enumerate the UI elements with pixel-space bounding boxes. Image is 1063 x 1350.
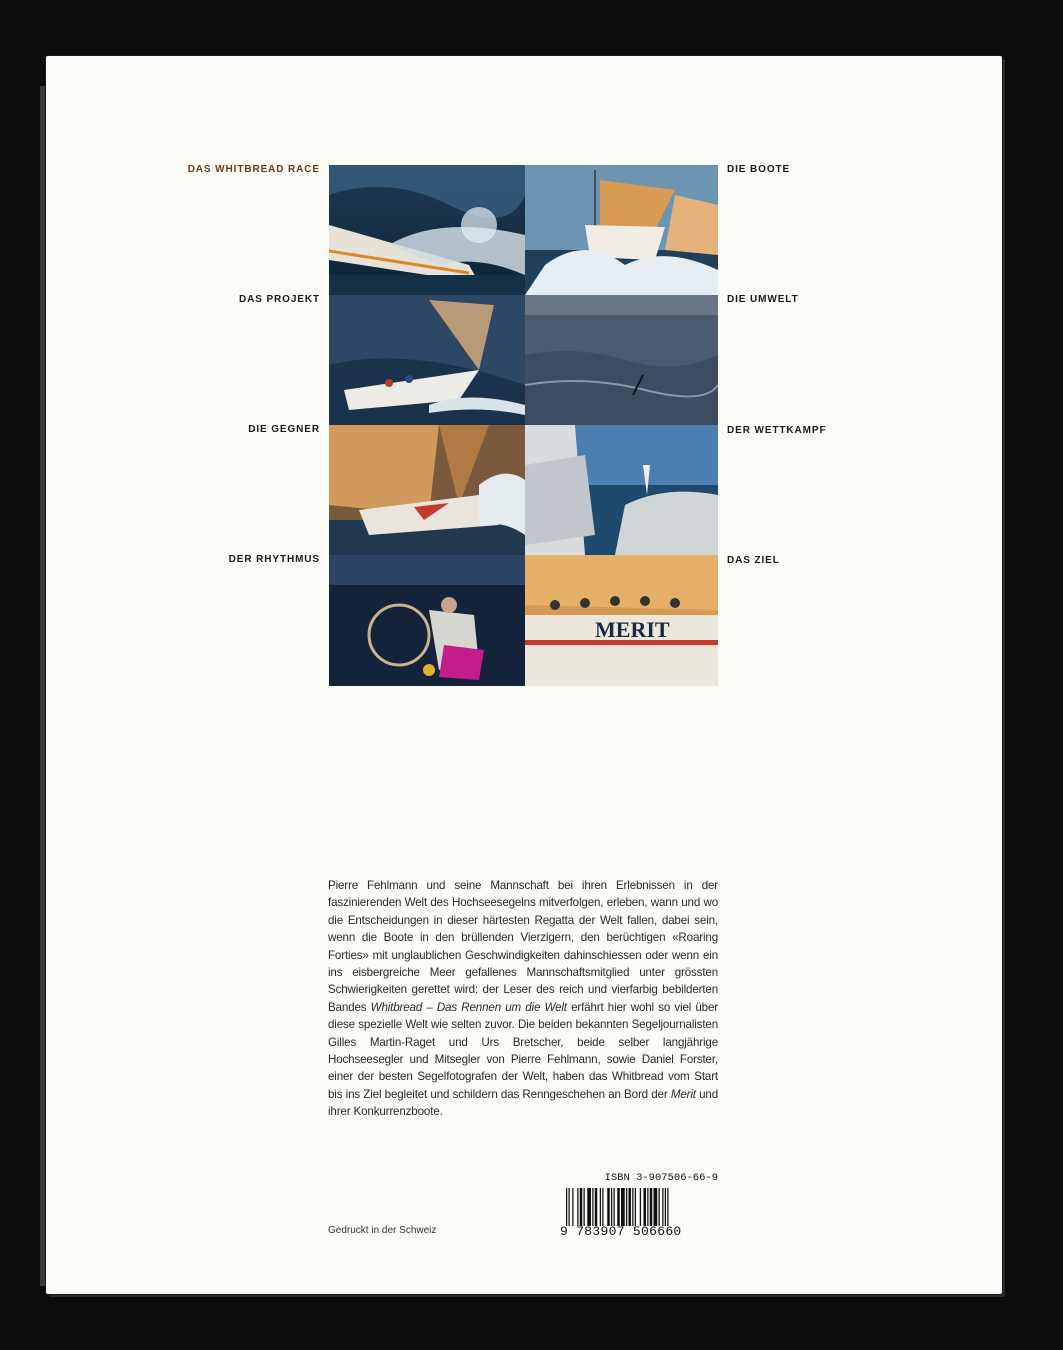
barcode-bar — [607, 1188, 610, 1226]
barcode-bar — [602, 1188, 603, 1226]
merit-crew-rail-photo — [525, 555, 718, 686]
barcode-bar — [617, 1188, 620, 1226]
barcode-bar — [650, 1188, 653, 1226]
barcode-bar — [632, 1188, 633, 1226]
chapter-label-umwelt: DIE UMWELT — [727, 294, 799, 305]
chapter-label-whitbread-race: DAS WHITBREAD RACE — [187, 164, 320, 175]
barcode-bar — [621, 1188, 625, 1226]
barcode-bar — [644, 1188, 647, 1226]
barcode-bar — [569, 1188, 570, 1226]
barcode-bar — [584, 1188, 585, 1226]
barcode-bar — [600, 1188, 601, 1226]
barcode-bar — [595, 1188, 598, 1226]
yacht-bow-waves-photo — [329, 165, 525, 295]
barcode-bar — [647, 1188, 648, 1226]
barcode-bar — [611, 1188, 612, 1226]
barcode-bar — [614, 1188, 615, 1226]
barcode-bar — [665, 1188, 666, 1226]
chapter-label-rhythmus: DER RHYTHMUS — [228, 554, 320, 565]
crew-on-deck-photo — [525, 425, 718, 555]
photo-grid — [329, 165, 718, 686]
yacht-sails-sunset-photo — [329, 425, 525, 555]
barcode-bar — [626, 1188, 627, 1226]
barcode-bar — [592, 1188, 593, 1226]
sea-surface-figure-photo — [525, 295, 718, 425]
barcode-bar — [667, 1188, 668, 1226]
barcode-bar — [580, 1188, 583, 1226]
barcode-bar — [577, 1188, 578, 1226]
barcode-bar — [635, 1188, 636, 1226]
barcode-bar — [566, 1188, 567, 1226]
yacht-spinnaker-spray-photo — [525, 165, 718, 295]
chapter-label-ziel: DAS ZIEL — [727, 555, 780, 566]
barcode-bar — [587, 1188, 591, 1226]
barcode-bar — [654, 1188, 658, 1226]
boat-name-italic: Merit — [670, 1087, 696, 1101]
isbn-barcode — [560, 1172, 720, 1242]
chapter-label-wettkampf: DER WETTKAMPF — [727, 425, 827, 436]
barcode-bar — [629, 1188, 632, 1226]
printed-in-note: Gedruckt in der Schweiz — [328, 1225, 437, 1236]
yacht-crew-heeling-photo — [329, 295, 525, 425]
book-title-italic: Whitbread – Das Rennen um die Welt — [370, 1000, 567, 1014]
barcode-digits: 9 783907 506660 — [560, 1224, 682, 1239]
back-cover-blurb: Pierre Fehlmann und seine Mannschaft bei ihren Erlebnissen in der faszinierenden Welt des Hochseesegelns mitverfolgen, erleben, wann und wo die Entscheidungen in dieser härtesten Regatta der Welt fallen, dabei sein, wenn die Boote in den brüllenden Vierzigern, den berüchtigen «Roaring Forties» mit unglaublichen Geschwindigkeiten dahinschiessen oder wenn ein ins eisbergreiche Meer gefallenes Mannschaftsmitglied unter grössten Schwierigkeiten gerettet wird: der Leser des reich und vierfarbig bebilderten Bandes Whitbread – Das Rennen um die Welt erfährt hier wohl so viel über diese spezielle Welt wie selten zuvor. Die beiden bekannten Segeljournalisten Gilles Martin-Raget und Urs Bretscher, beide selber langjährige Hochseesegler und Mitsegler von Pierre Fehlmann, sowie Daniel Forster, einer der besten Segelfotografen der Welt, haben das Whitbread vom Start bis ins Ziel begleitet und schildern das Renngeschehen an Bord der Merit und ihrer Konkurrenzboote. — [328, 879, 718, 1119]
chapter-label-boote: DIE BOOTE — [727, 164, 791, 175]
barcode-bar — [640, 1188, 641, 1226]
barcode-bar — [662, 1188, 663, 1226]
helmsman-night-photo — [329, 555, 525, 686]
barcode-bar — [659, 1188, 660, 1226]
barcode-bar — [572, 1188, 573, 1226]
isbn-label: ISBN 3-907506-66-9 — [604, 1172, 718, 1184]
svg-text:MERIT: MERIT — [595, 617, 670, 642]
chapter-label-projekt: DAS PROJEKT — [238, 294, 320, 305]
chapter-label-gegner: DIE GEGNER — [248, 424, 320, 435]
